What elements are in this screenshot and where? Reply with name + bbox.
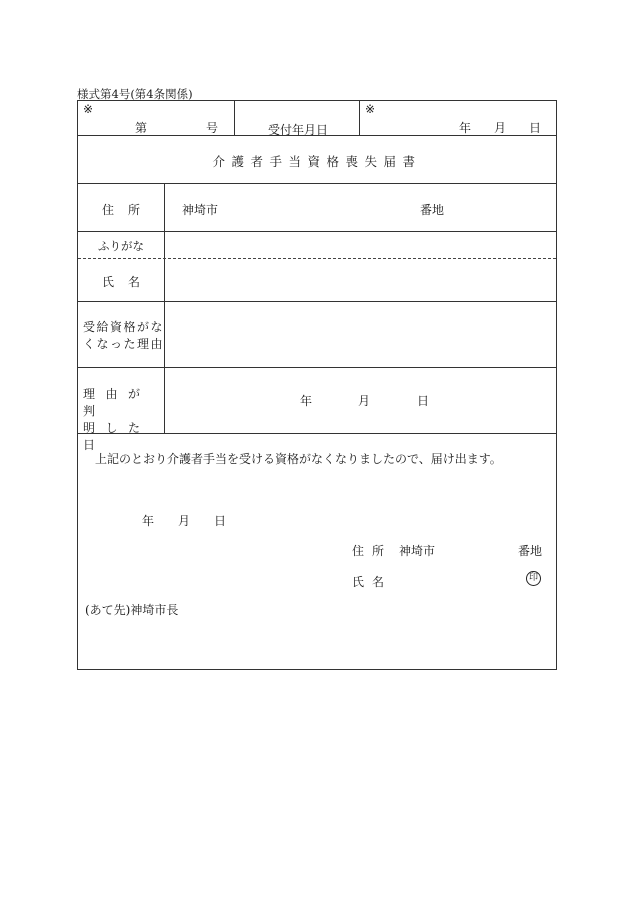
statement-text: 上記のとおり介護者手当を受ける資格がなくなりましたので、届け出ます。 [95, 452, 502, 466]
name-label: 氏名 [101, 275, 154, 289]
applicant-address-label: 住所 [352, 544, 393, 558]
address-banchi: 番地 [420, 203, 445, 217]
received-date-label: 受付年月日 [268, 123, 329, 137]
notification-form [77, 100, 557, 670]
name-row[interactable] [78, 259, 556, 302]
furigana-label-cell [78, 232, 165, 258]
date-found-label-cell [78, 368, 165, 452]
reception-header-row [78, 101, 556, 136]
header-year: 年 [459, 121, 472, 135]
address-label-cell [78, 184, 165, 231]
address-city: 神埼市 [182, 203, 219, 217]
date-found-label-line1: 理由が判 [83, 387, 151, 418]
applicant-name-label: 氏名 [352, 575, 393, 589]
applicant-address-city: 神埼市 [399, 544, 436, 558]
official-use-mark: ※ [365, 102, 376, 116]
applicant-address-banchi: 番地 [518, 544, 543, 558]
date-found-label-line2: 明した日 [83, 421, 151, 452]
submission-day: 日 [214, 514, 227, 528]
official-use-mark: ※ [83, 102, 94, 116]
received-date-label-cell [235, 101, 360, 135]
submission-date[interactable] [142, 512, 232, 528]
date-found-day: 日 [417, 394, 430, 408]
submission-year: 年 [142, 514, 155, 528]
title-row [78, 136, 556, 184]
submission-month: 月 [178, 514, 191, 528]
name-label-cell [78, 259, 165, 301]
date-found-year: 年 [300, 394, 313, 408]
address-label: 住所 [101, 203, 154, 217]
reason-label-line2: くなった理由 [83, 337, 165, 351]
form-title: 介護者手当資格喪失届書 [212, 154, 422, 169]
statement-section [78, 434, 556, 670]
date-found-row[interactable] [78, 368, 556, 452]
number-suffix: 号 [206, 121, 219, 135]
addressee: (あて先)神埼市長 [85, 603, 179, 617]
header-month: 月 [494, 121, 507, 135]
furigana-row[interactable] [78, 232, 556, 259]
reception-number-cell [78, 101, 235, 135]
reason-label [83, 319, 165, 353]
address-row [78, 184, 556, 232]
seal-icon: 印 [526, 571, 541, 586]
number-prefix: 第 [135, 121, 148, 135]
furigana-label: ふりがな [98, 239, 144, 253]
reason-row[interactable] [78, 302, 556, 368]
header-day: 日 [529, 121, 542, 135]
reason-label-line1: 受給資格がな [83, 320, 165, 334]
form-number: 様式第4号(第4条関係) [77, 87, 193, 101]
date-found-month: 月 [358, 394, 371, 408]
received-date-cell[interactable] [360, 101, 556, 135]
reason-label-cell [78, 302, 165, 367]
